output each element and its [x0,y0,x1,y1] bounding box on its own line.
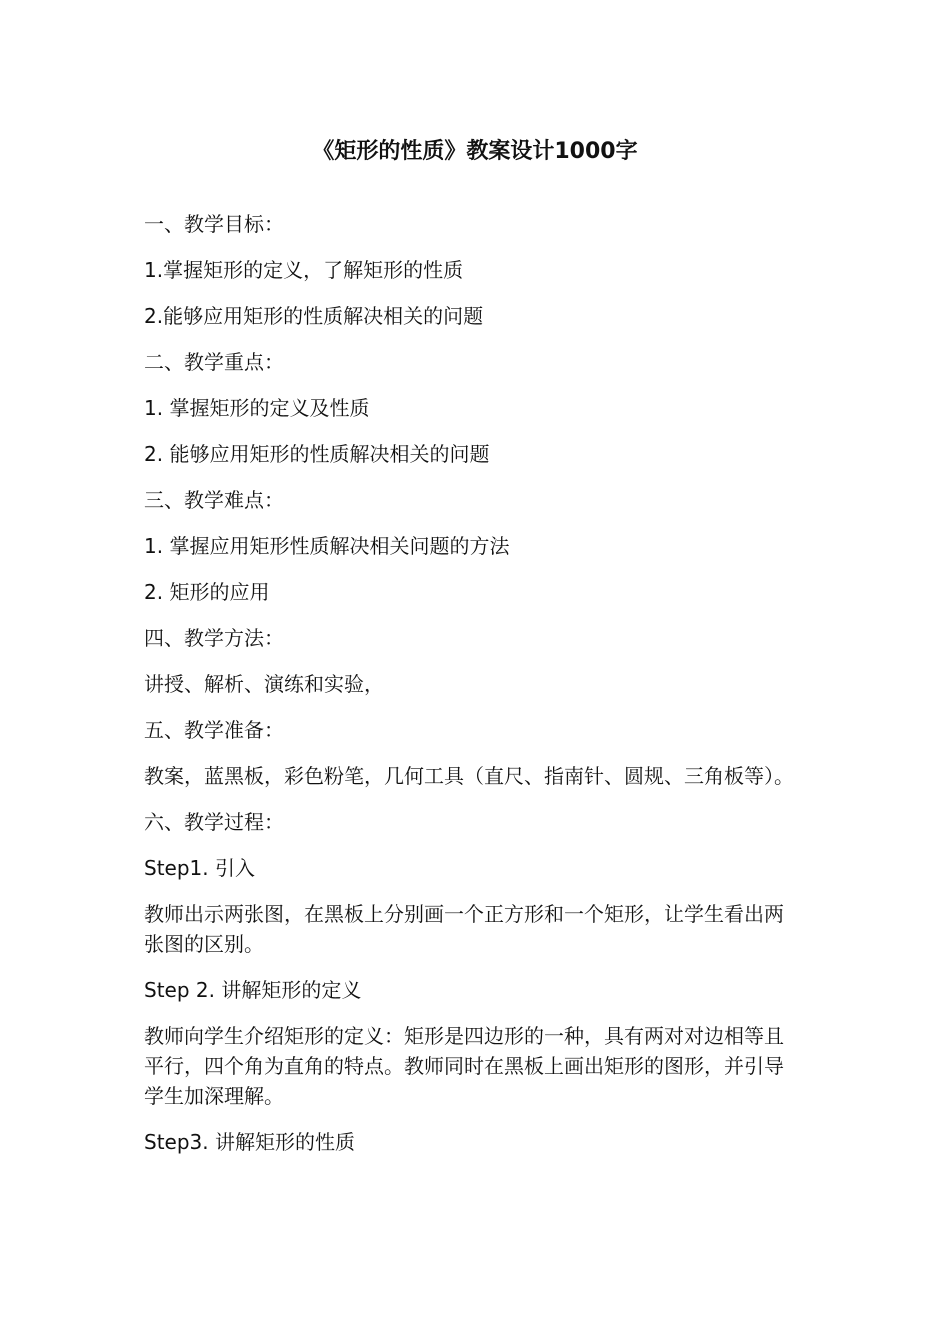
key-point-item: 2. 能够应用矩形的性质解决相关的问题 [144,442,490,466]
section-heading-key-points: 二、教学重点： [144,350,284,374]
key-point-item: 1. 掌握矩形的定义及性质 [144,396,370,420]
methods-text: 讲授、解析、演练和实验， [144,672,384,696]
step-text: 教师出示两张图，在黑板上分别画一个正方形和一个矩形，让学生看出两张图的区别。 [144,902,784,956]
step-heading: Step1. 引入 [144,856,255,880]
section-heading-difficulties: 三、教学难点： [144,488,284,512]
section-heading-methods: 四、教学方法： [144,626,284,650]
objective-item: 2.能够应用矩形的性质解决相关的问题 [144,304,484,328]
difficulty-item: 1. 掌握应用矩形性质解决相关问题的方法 [144,534,510,558]
step-text: 教师向学生介绍矩形的定义：矩形是四边形的一种，具有两对对边相等且平行，四个角为直角的特点。教师同时在黑板上画出矩形的图形，并引导学生加深理解。 [144,1024,784,1108]
preparation-text: 教案，蓝黑板，彩色粉笔，几何工具（直尺、指南针、圆规、三角板等）。 [144,764,794,788]
step-heading: Step3. 讲解矩形的性质 [144,1130,355,1154]
section-heading-process: 六、教学过程： [144,810,284,834]
document-title: 《矩形的性质》教案设计1000字 [312,139,638,164]
step-heading: Step 2. 讲解矩形的定义 [144,978,362,1002]
section-heading-preparation: 五、教学准备： [144,718,284,742]
section-heading-objectives: 一、教学目标： [144,212,284,236]
objective-item: 1.掌握矩形的定义，了解矩形的性质 [144,258,464,282]
document-body [144,209,796,1173]
difficulty-item: 2. 矩形的应用 [144,580,270,604]
